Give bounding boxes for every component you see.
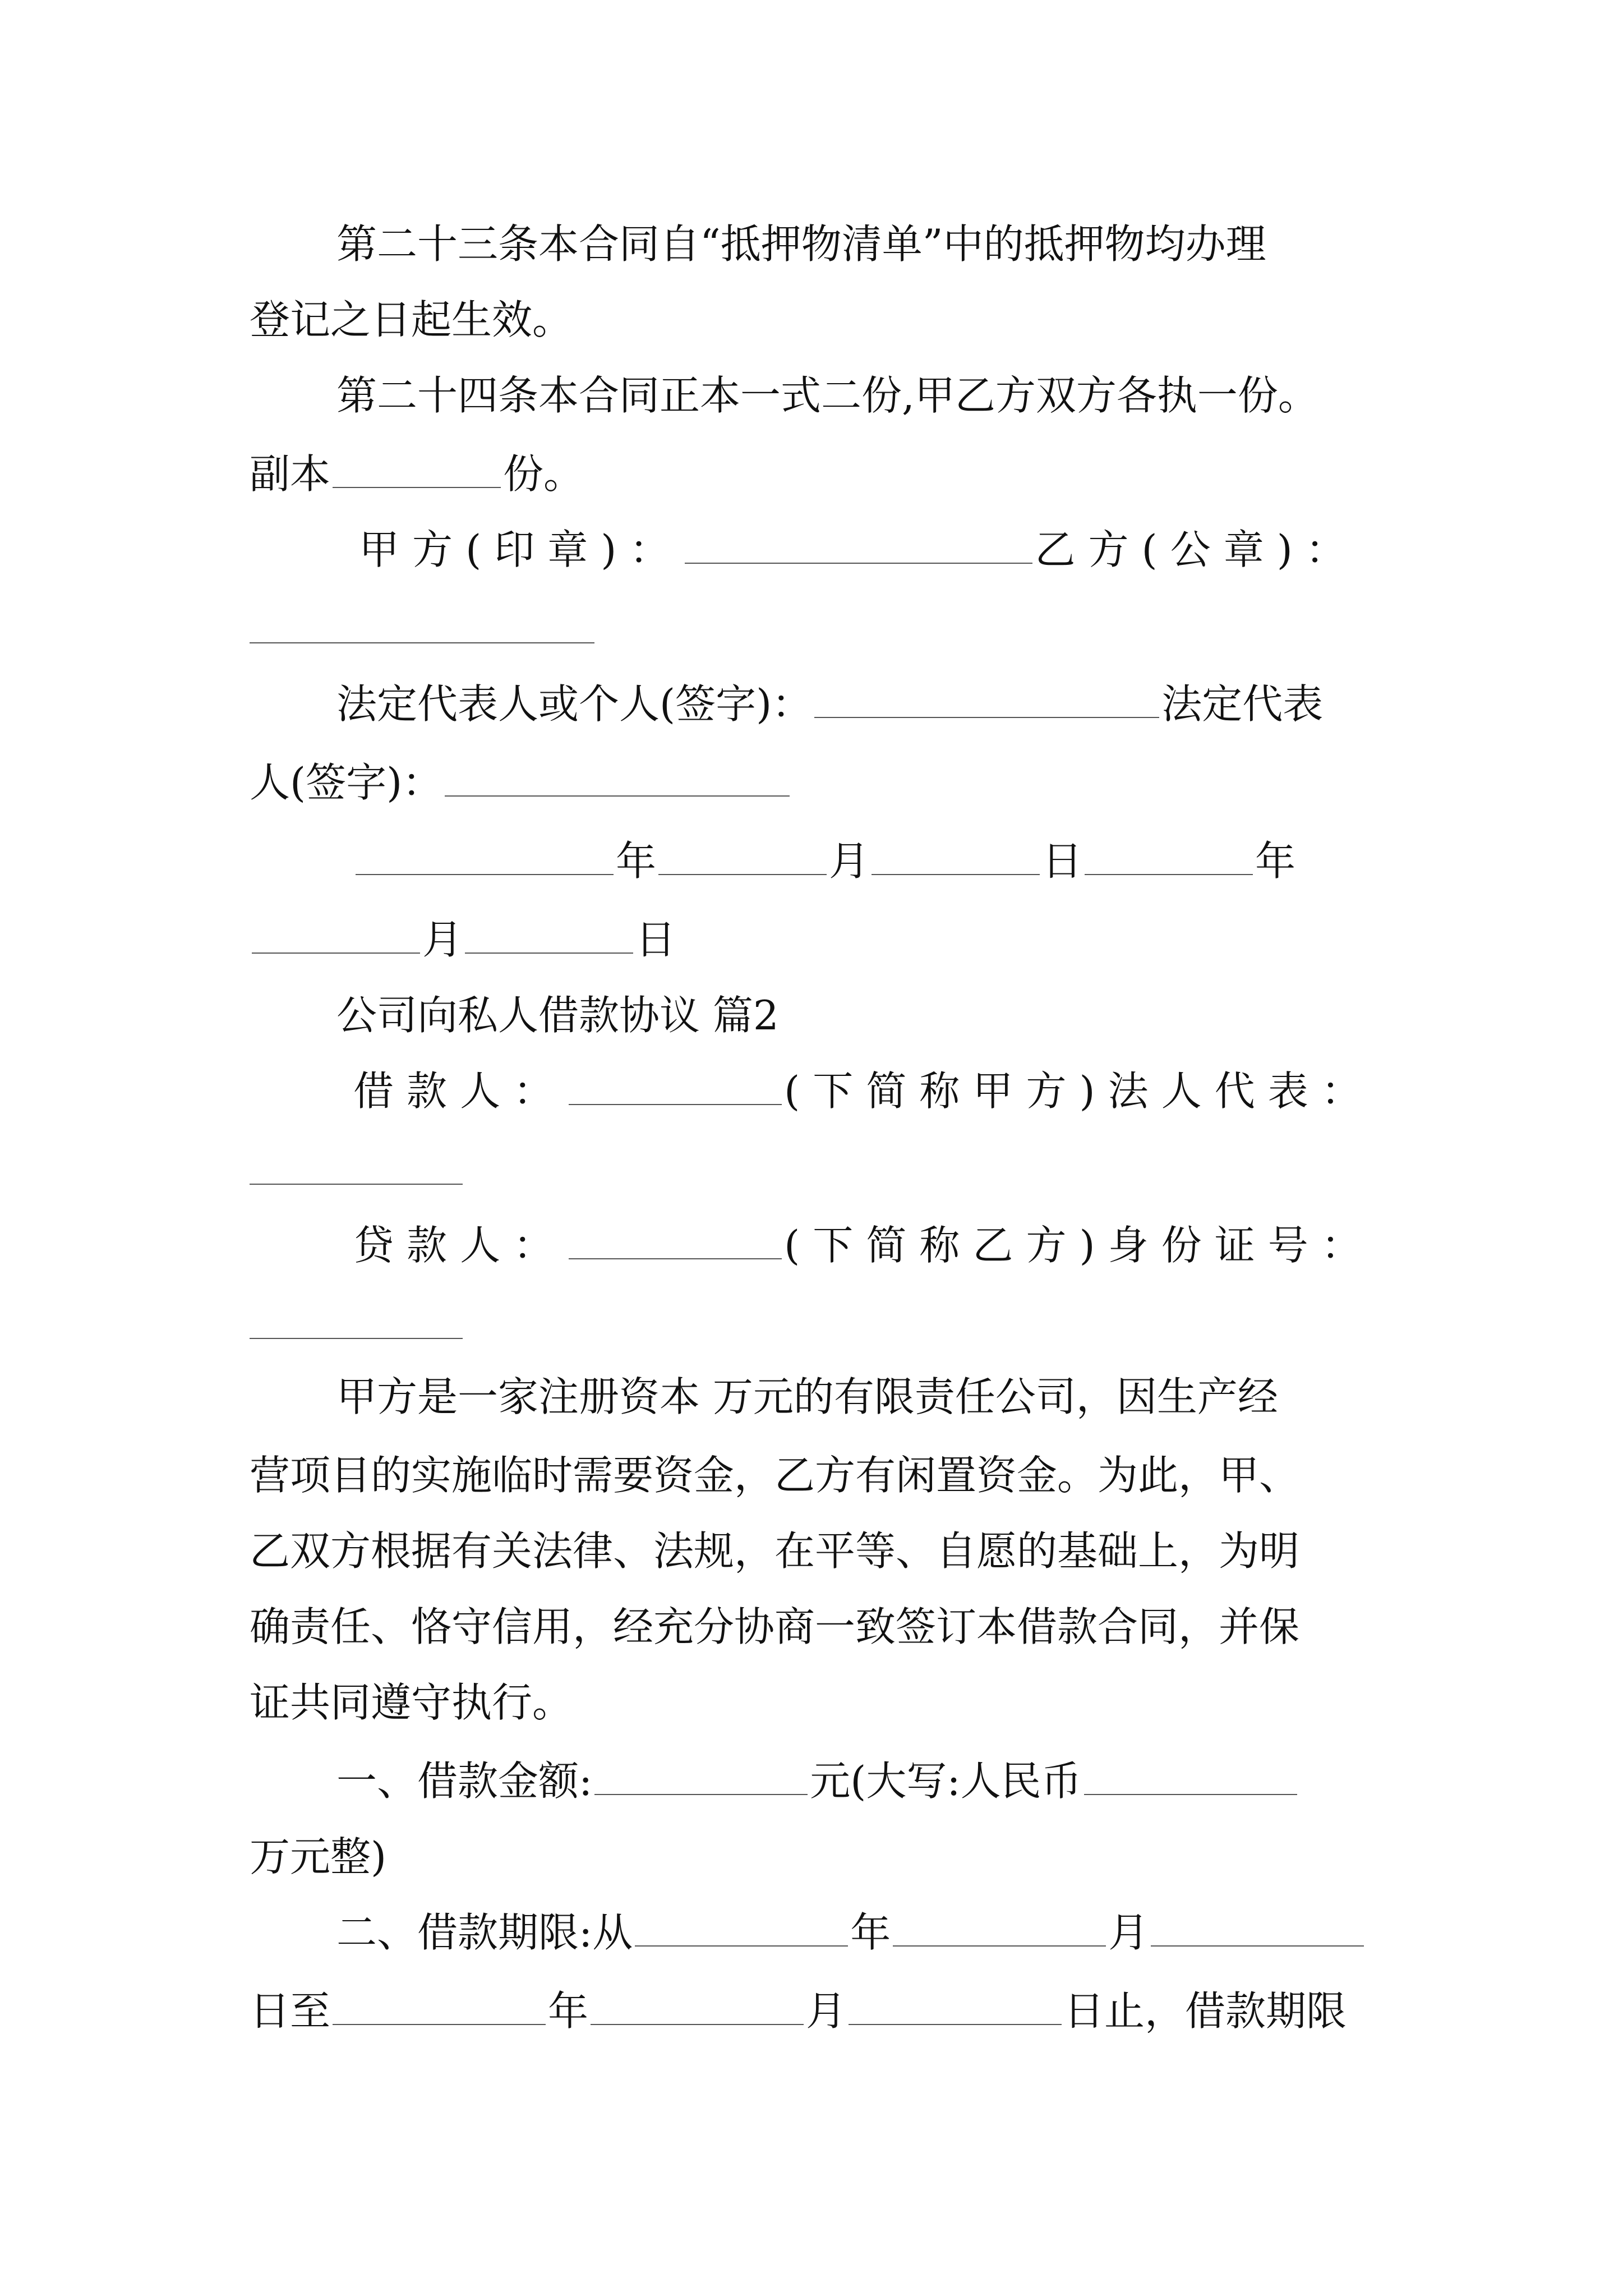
preamble-text-1: 甲方是一家注册资本 万元的有限责任公司，因生产经 [336, 1373, 1278, 1420]
legal-rep-line2 [250, 749, 792, 816]
term-end-month-blank [591, 2024, 804, 2025]
term-label: 二、借款期限:从 [336, 1909, 633, 1956]
term-end-year-blank [333, 2024, 546, 2025]
article-24-line1 [336, 362, 1318, 429]
term-start-day-blank [1151, 1945, 1364, 1947]
amount-uppercase-blank [1084, 1794, 1297, 1795]
copies-unit: 份。 [503, 450, 584, 498]
article-24-line2 [250, 440, 584, 508]
article-23-text-1: 第二十三条本合同自“抵押物清单”中的抵押物均办理 [336, 220, 1266, 268]
term-end-text: 日止，借款期限 [1064, 1987, 1347, 2035]
legal-rep-line1 [336, 670, 1323, 738]
term-start-year-label: 年 [850, 1909, 891, 1956]
preamble-text-3: 乙双方根据有关法律、法规，在平等、自愿的基础上，为明 [250, 1527, 1300, 1575]
term-to-label: 日至 [250, 1987, 331, 2035]
legal-rep-a-label: 法定代表人或个人(签字)： [336, 680, 813, 728]
legal-rep-b-label-2: 人(签字)： [250, 759, 443, 806]
seal-line [359, 516, 1359, 583]
section-title: 公司向私人借款协议 篇2 [336, 992, 779, 1039]
amount-end-text: 万元整) [250, 1833, 387, 1880]
section-heading [336, 982, 779, 1049]
day-label-b: 日 [635, 916, 676, 963]
borrower-label: 借款人： [353, 1068, 567, 1115]
day-label-a: 日 [1042, 838, 1083, 885]
legal-representative-label: 法人代表： [1108, 1068, 1375, 1115]
preamble-text-2: 营项目的实施临时需要资金，乙方有闲置资金。为此，甲、 [250, 1452, 1300, 1499]
legal-representative-blank [250, 1184, 463, 1185]
lender-blank [569, 1258, 782, 1259]
year-blank-b [1085, 874, 1253, 875]
article-23-text-2: 登记之日起生效。 [250, 296, 573, 343]
term-start-year-blank [635, 1945, 848, 1947]
preamble-line4 [250, 1593, 1299, 1660]
date-line1 [353, 827, 1295, 895]
month-label-a: 月 [829, 838, 870, 885]
day-blank-b [465, 953, 633, 954]
term-end-day-blank [849, 2024, 1062, 2025]
article-23-line1 [336, 210, 1266, 278]
article-23-line2 [250, 286, 573, 353]
party-b-seal-blank [250, 642, 594, 643]
legal-rep-b-label-1: 法定代表 [1161, 680, 1324, 728]
term-end-year-label: 年 [548, 1987, 589, 2035]
preamble-line2 [250, 1442, 1299, 1509]
term-end-month-label: 月 [806, 1987, 847, 2035]
amount-line2 [250, 1823, 386, 1890]
day-blank-a [872, 874, 1040, 875]
borrower-line [353, 1057, 1375, 1125]
term-line1 [336, 1899, 1366, 1966]
legal-rep-a-blank [814, 717, 1159, 718]
year-blank-a [356, 874, 614, 875]
lender-note: (下简称乙方) [784, 1222, 1108, 1269]
id-number-blank [250, 1338, 463, 1339]
preamble-text-5: 证共同遵守执行。 [250, 1679, 573, 1726]
borrower-blank [569, 1104, 782, 1105]
id-number-label: 身份证号： [1108, 1222, 1375, 1269]
copies-label: 副本 [250, 450, 331, 498]
year-label-a: 年 [616, 838, 657, 885]
amount-blank [594, 1794, 808, 1795]
legal-rep-b-blank [445, 795, 790, 797]
borrower-note: (下简称甲方) [784, 1068, 1108, 1115]
preamble-text-4: 确责任、恪守信用，经充分协商一致签订本借款合同，并保 [250, 1603, 1300, 1650]
preamble-line3 [250, 1517, 1299, 1585]
preamble-line1 [336, 1363, 1278, 1430]
term-start-month-label: 月 [1108, 1909, 1149, 1956]
party-b-seal-label: 乙方(公章)： [1035, 526, 1359, 573]
year-label-b: 年 [1255, 838, 1296, 885]
party-a-seal-blank [685, 563, 1032, 564]
amount-line1 [336, 1747, 1299, 1815]
article-24-text-1: 第二十四条本合同正本一式二份,甲乙方双方各执一份。 [336, 372, 1318, 419]
term-start-month-blank [893, 1945, 1106, 1947]
preamble-line5 [250, 1669, 573, 1736]
amount-uppercase-label: 元(大写:人民币 [810, 1757, 1082, 1805]
month-blank-a [658, 874, 827, 875]
term-line2 [250, 1977, 1347, 2045]
copies-blank [333, 487, 501, 488]
amount-label: 一、借款金额: [336, 1757, 593, 1805]
month-label-b: 月 [422, 916, 463, 963]
party-a-seal-label: 甲方(印章)： [359, 526, 683, 573]
lender-label: 贷款人： [353, 1222, 567, 1269]
month-blank-b [252, 953, 420, 954]
lender-line [353, 1212, 1375, 1279]
date-line2 [250, 906, 676, 973]
